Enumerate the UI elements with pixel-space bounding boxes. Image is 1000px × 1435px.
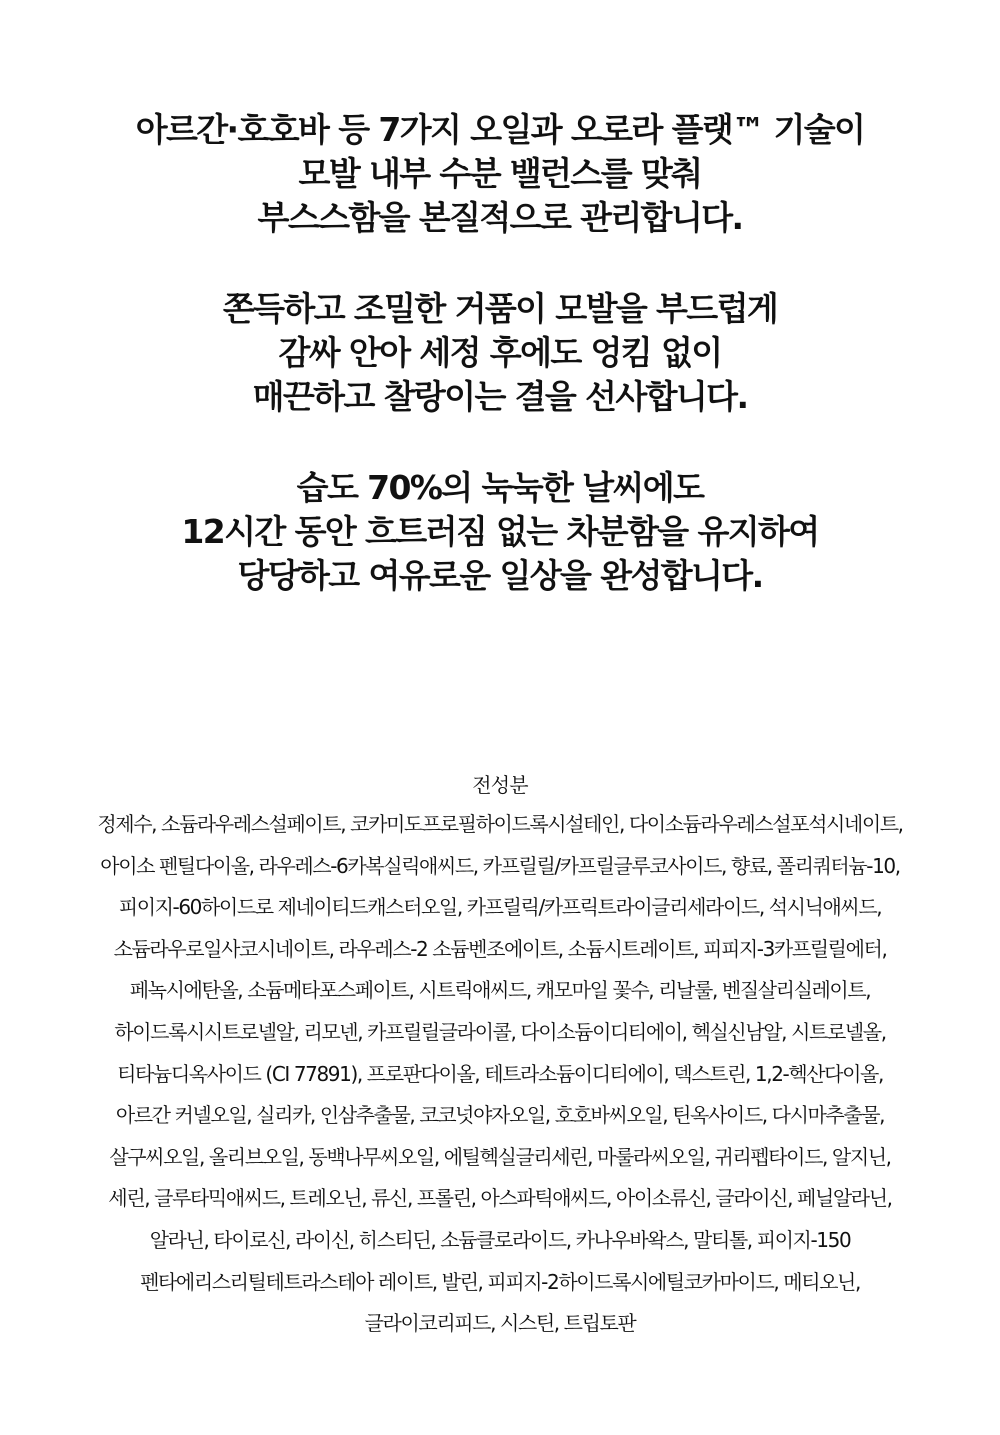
description-line: 부스스함을 본질적으로 관리합니다. — [257, 198, 743, 237]
description-line: 아르간·호호바 등 7가지 오일과 오로라 플랫™ 기술이 — [135, 110, 865, 149]
ingredients-line: 아이소 펜틸다이올, 라우레스-6카복실릭애씨드, 카프릴릴/카프릴글루코사이드, 향료, 폴리쿼터늄-10, — [100, 853, 900, 878]
description-paragraph-3 — [0, 466, 1000, 598]
ingredients-line: 페녹시에탄올, 소듐메타포스페이트, 시트릭애씨드, 캐모마일 꽃수, 리날룰, 벤질살리실레이트, — [129, 978, 871, 1003]
ingredients-line: 아르간 커넬오일, 실리카, 인삼추출물, 코코넛야자오일, 호호바씨오일, 틴옥사이드, 다시마추출물, — [115, 1103, 885, 1128]
description-line: 매끈하고 찰랑이는 결을 선사합니다. — [252, 377, 748, 416]
ingredients-line: 세린, 글루타믹애씨드, 트레오닌, 류신, 프롤린, 아스파틱애씨드, 아이소류신, 글라이신, 페닐알라닌, — [108, 1186, 892, 1211]
description-line: 쫀득하고 조밀한 거품이 모발을 부드럽게 — [222, 289, 778, 328]
description-line: 습도 70%의 눅눅한 날씨에도 — [296, 468, 704, 507]
product-description — [0, 108, 1000, 645]
ingredients-line: 살구씨오일, 올리브오일, 동백나무씨오일, 에틸헥실글리세린, 마룰라씨오일, 귀리펩타이드, 알지닌, — [109, 1144, 891, 1169]
ingredients-line: 티타늄디옥사이드 (CI 77891), 프로판다이올, 테트라소듐이디티에이, 덱스트린, 1,2-헥산다이올, — [117, 1061, 883, 1086]
ingredients-title: 전성분 — [472, 773, 528, 797]
description-line: 당당하고 여유로운 일상을 완성합니다. — [237, 556, 763, 595]
description-paragraph-1 — [0, 108, 1000, 240]
description-line: 12시간 동안 흐트러짐 없는 차분함을 유지하여 — [181, 512, 819, 551]
ingredients-line: 알라닌, 타이로신, 라이신, 히스티딘, 소듐클로라이드, 카나우바왁스, 말티톨, 피이지-150 — [149, 1227, 851, 1252]
ingredients-line: 소듐라우로일사코시네이트, 라우레스-2 소듐벤조에이트, 소듐시트레이트, 피피지-3카프릴릴에터, — [113, 936, 887, 961]
description-line: 모발 내부 수분 밸런스를 맞춰 — [298, 154, 702, 193]
description-paragraph-2 — [0, 287, 1000, 419]
ingredients-line: 정제수, 소듐라우레스설페이트, 코카미도프로필하이드록시설테인, 다이소듐라우레스설포석시네이트, — [97, 812, 903, 836]
ingredients-line: 피이지-60하이드로 제네이티드캐스터오일, 카프릴릭/카프릭트라이글리세라이드, 석시닉애씨드, — [118, 895, 882, 920]
ingredients-line: 글라이코리피드, 시스틴, 트립토판 — [364, 1311, 636, 1336]
description-line: 감싸 안아 세정 후에도 엉킴 없이 — [278, 333, 722, 372]
ingredients-section — [0, 766, 1000, 1345]
ingredients-line: 하이드록시시트로넬알, 리모넨, 카프릴릴글라이콜, 다이소듐이디티에이, 헥실신남알, 시트로넬올, — [114, 1019, 886, 1044]
ingredients-line: 펜타에리스리틸테트라스테아 레이트, 발린, 피피지-2하이드록시에틸코카마이드, 메티오닌, — [140, 1269, 860, 1294]
